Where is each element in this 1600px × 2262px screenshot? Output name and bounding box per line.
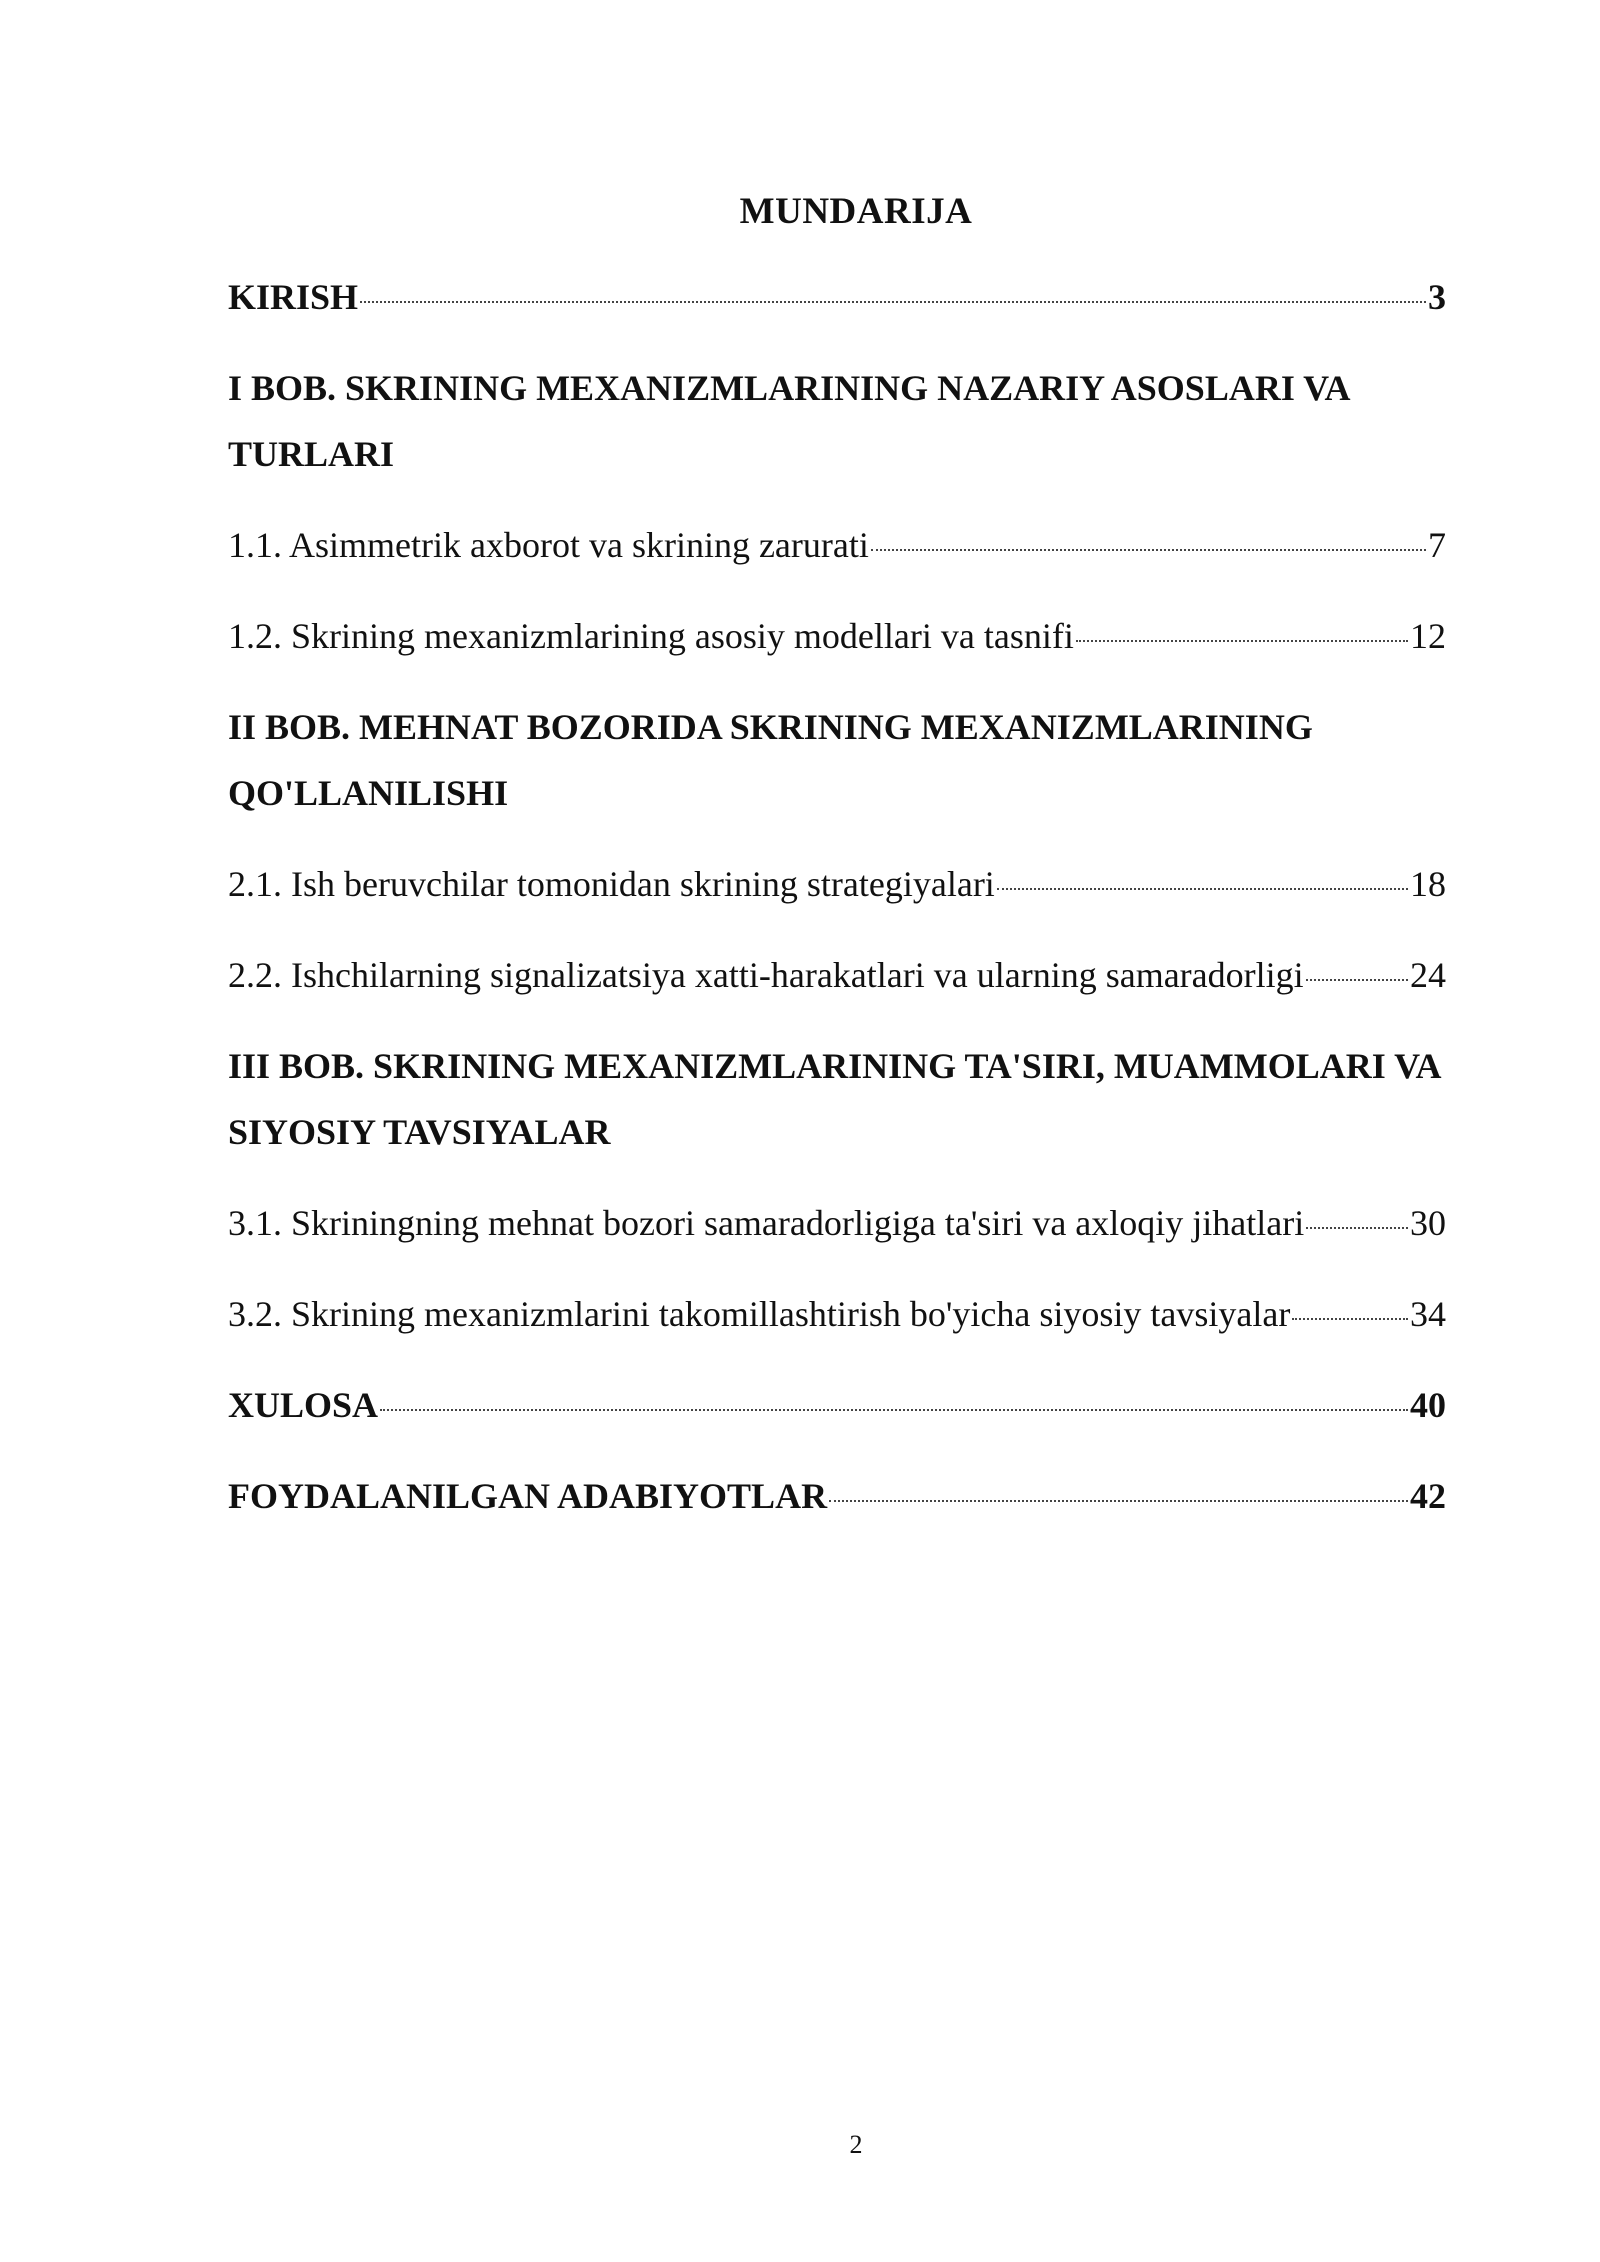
page-number: 2 [849,2130,863,2159]
toc-entry-1-1[interactable] [228,512,1446,578]
toc-entry-page: 34 [1410,1294,1446,1334]
dot-leader [829,1500,1408,1502]
dot-leader [1292,1318,1408,1320]
toc-entry-xulosa[interactable] [228,1372,1446,1438]
toc-entry-page: 30 [1410,1203,1446,1243]
toc-entry-page: 18 [1410,864,1446,904]
toc-entry-label: FOYDALANILGAN ADABIYOTLAR [228,1476,828,1516]
toc-entry-label: 3.1. Skriningning mehnat bozori samaradorligiga ta'siri va axloqiy jihatlari [228,1203,1305,1243]
toc-entry-label: 2.2. Ishchilarning signalizatsiya xatti-harakatlari va ularning samaradorligi [228,955,1304,995]
toc-entry-page: 7 [1428,525,1446,565]
toc-entry-kirish[interactable] [228,264,1446,330]
toc-entry-label: 1.1. Asimmetrik axborot va skrining zarurati [228,525,869,565]
toc-entry-label: 3.2. Skrining mexanizmlarini takomillashtirish bo'yicha siyosiy tavsiyalar [228,1294,1291,1334]
toc-entry-page: 24 [1410,955,1446,995]
dot-leader [1076,640,1408,642]
toc-entry-2-1[interactable] [228,851,1446,917]
dot-leader [1306,1227,1408,1229]
toc-entry-page: 3 [1428,277,1446,317]
table-of-contents [228,264,1446,1554]
toc-entry-1-2[interactable] [228,603,1446,669]
dot-leader [380,1409,1408,1411]
toc-entry-2-2[interactable] [228,942,1446,1008]
dot-leader [1306,979,1408,981]
toc-entry-adabiyotlar[interactable] [228,1463,1446,1529]
toc-entry-page: 40 [1410,1385,1446,1425]
dot-leader [360,301,1426,303]
toc-entry-label: 2.1. Ish beruvchilar tomonidan skrining strategiyalari [228,864,995,904]
toc-chapter-3-heading[interactable]: III BOB. SKRINING MEXANIZMLARINING TA'SIRI, MUAMMOLARI VA SIYOSIY TAVSIYALAR [228,1046,1440,1152]
toc-entry-3-2[interactable] [228,1281,1446,1347]
toc-entry-label: XULOSA [228,1385,379,1425]
toc-entry-page: 12 [1410,616,1446,656]
toc-chapter-2-heading[interactable]: II BOB. MEHNAT BOZORIDA SKRINING MEXANIZMLARINING QO'LLANILISHI [228,707,1313,813]
toc-entry-page: 42 [1410,1476,1446,1516]
toc-title: MUNDARIJA [739,191,973,232]
toc-chapter-1-heading[interactable]: I BOB. SKRINING MEXANIZMLARINING NAZARIY ASOSLARI VA TURLARI [228,368,1349,474]
toc-entry-label: KIRISH [228,277,359,317]
toc-entry-3-1[interactable] [228,1190,1446,1256]
dot-leader [871,549,1426,551]
toc-entry-label: 1.2. Skrining mexanizmlarining asosiy modellari va tasnifi [228,616,1074,656]
dot-leader [997,888,1408,890]
